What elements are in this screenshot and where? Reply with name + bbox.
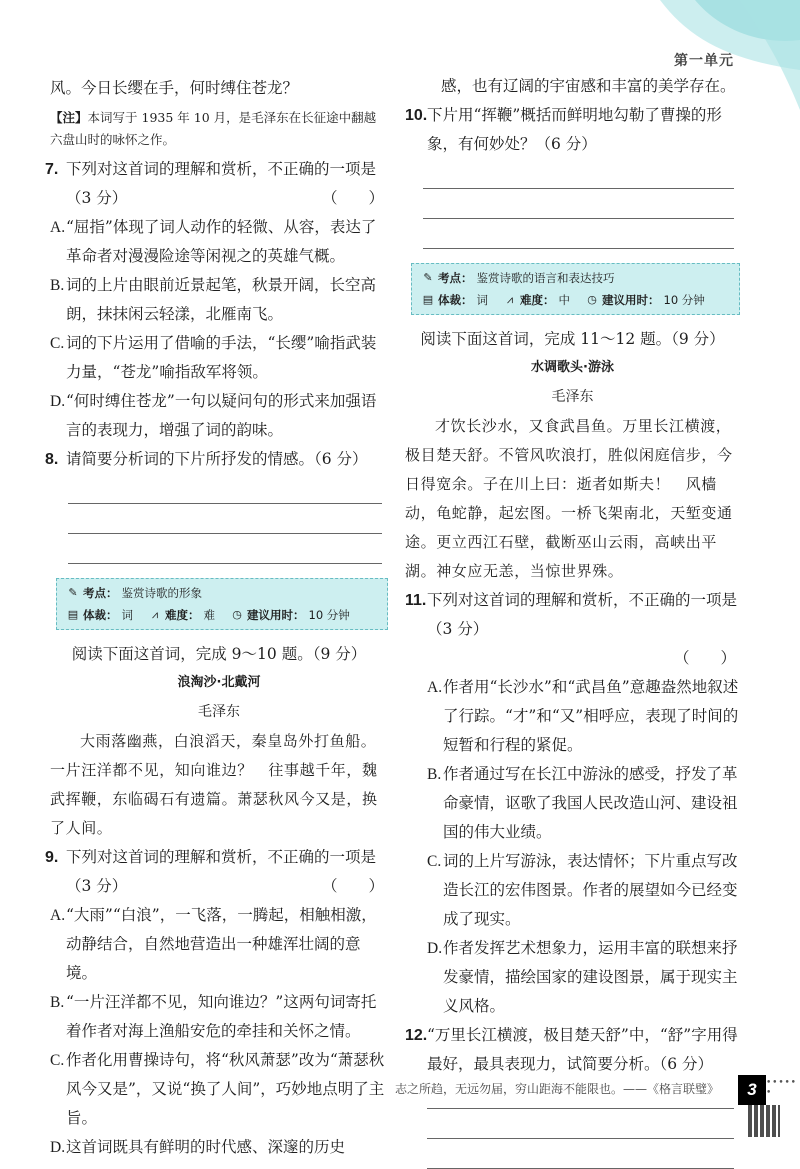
q11-stem: 下列对这首词的理解和赏析，不正确的一项是（3 分） xyxy=(427,591,738,638)
difficulty-label: 难度： xyxy=(520,293,555,307)
q11-number: 11. xyxy=(405,592,427,609)
option-text: 作者化用曹操诗句，将“秋风萧瑟”改为“萧瑟秋风今又是”，又说“换了人间”，巧妙地点明了主旨。 xyxy=(66,1051,385,1127)
left-column xyxy=(45,72,388,1162)
genre-label: 体裁： xyxy=(83,608,118,622)
pen-icon: ✎ xyxy=(68,586,78,599)
option-label: C. xyxy=(427,853,442,870)
q7-stem: 下列对这首词的理解和赏析，不正确的一项是 xyxy=(66,160,377,178)
footer-quote: 志之所趋，无远勿届，穷山距海不能限也。——《格言联璧》 xyxy=(395,1082,720,1096)
time-label: 建议用时： xyxy=(602,293,660,307)
time-label: 建议用时： xyxy=(247,608,305,622)
q9-stem: 下列对这首词的理解和赏析，不正确的一项是 xyxy=(66,848,377,866)
kaodian-label: 考点： xyxy=(438,271,473,285)
question-11 xyxy=(405,586,740,673)
answer-line[interactable] xyxy=(423,159,734,189)
q7-score: （3 分） xyxy=(66,189,128,207)
q7-answer-bracket[interactable]: （ ） xyxy=(321,189,384,207)
option-text: 这首词既具有鲜明的时代感、深邃的历史 xyxy=(66,1138,346,1156)
right-column xyxy=(405,72,740,1169)
q9-number: 9. xyxy=(45,849,59,866)
genre-label: 体裁： xyxy=(438,293,473,307)
option-label: A. xyxy=(427,679,443,696)
option-label: C. xyxy=(50,1052,65,1069)
answer-line[interactable] xyxy=(427,1139,734,1169)
chart-icon: ⩘ xyxy=(151,608,159,621)
question-8 xyxy=(45,445,388,474)
option-text: “屈指”体现了词人动作的轻微、从容，表达了革命者对漫漫险途等闲视之的英雄气概。 xyxy=(66,218,377,265)
genre-value: 词 xyxy=(121,608,133,622)
book-icon: ▤ xyxy=(67,608,79,621)
q9-option-b[interactable] xyxy=(50,988,388,1046)
clock-icon: ◷ xyxy=(587,293,597,306)
decorative-dots: • • • • • • xyxy=(766,1078,795,1098)
q8-number: 8. xyxy=(45,451,59,468)
difficulty-value: 难 xyxy=(203,608,215,622)
q12-text: “万里长江横渡，极目楚天舒”中，“舒”字用得最好，最具表现力，试简要分析。（6 分） xyxy=(427,1026,738,1073)
answer-line[interactable] xyxy=(423,219,734,249)
clock-icon: ◷ xyxy=(232,608,242,621)
answer-line[interactable] xyxy=(68,504,382,534)
q7-number: 7. xyxy=(45,161,59,178)
option-text: 作者用“长沙水”和“武昌鱼”意趣盎然地叙述了行踪。“才”和“又”相呼应，表现了时间的短暂和行程的紧促。 xyxy=(443,678,739,754)
option-text: “一片汪洋都不见，知向谁边？”这两句词寄托着作者对海上渔船安危的牵挂和关怀之情。 xyxy=(66,993,377,1040)
q10-text: 下片用“挥鞭”概括而鲜明地勾勒了曹操的形象，有何妙处？（6 分） xyxy=(427,106,722,153)
page-number: 3 xyxy=(738,1075,766,1105)
poem-author: 毛泽东 xyxy=(551,389,594,405)
genre-value: 词 xyxy=(476,293,488,307)
question-7 xyxy=(45,155,388,213)
q8-text: 请简要分析词的下片所抒发的情感。（6 分） xyxy=(66,450,368,468)
option-label: D. xyxy=(427,940,443,957)
q9-d-continued: 感，也有辽阔的宇宙感和丰富的美学存在。 xyxy=(441,77,736,95)
note xyxy=(50,107,388,151)
question-12 xyxy=(405,1021,740,1079)
poem-ending: 风。今日长缨在手，何时缚住苍龙？ xyxy=(50,79,299,97)
poem-title: 浪淘沙·北戴河 xyxy=(177,675,261,690)
info-box xyxy=(56,578,388,630)
note-label: 【注】 xyxy=(50,110,88,125)
time-value: 10 分钟 xyxy=(663,293,705,307)
q9-option-c[interactable] xyxy=(50,1046,388,1133)
question-9 xyxy=(45,843,388,901)
answer-line[interactable] xyxy=(68,474,382,504)
option-label: B. xyxy=(50,994,65,1011)
option-text: 词的上片写游泳，表达情怀；下片重点写改造长江的宏伟图景。作者的展望如今已经变成了现实。 xyxy=(443,852,738,928)
q7-option-d[interactable] xyxy=(50,387,388,445)
read-prompt: 阅读下面这首词，完成 11～12 题。（9 分） xyxy=(420,330,725,348)
answer-line[interactable] xyxy=(423,189,734,219)
chart-icon: ⩘ xyxy=(506,293,514,306)
q11-option-c[interactable] xyxy=(427,847,740,934)
time-value: 10 分钟 xyxy=(308,608,350,622)
unit-label: 第一单元 xyxy=(674,53,734,69)
option-text: “何时缚住苍龙”一句以疑问句的形式来加强语言的表现力，增强了词的韵味。 xyxy=(66,392,377,439)
kaodian-label: 考点： xyxy=(83,586,118,600)
q9-option-a[interactable] xyxy=(50,901,388,988)
difficulty-label: 难度： xyxy=(165,608,200,622)
option-label: D. xyxy=(50,393,66,410)
pen-icon: ✎ xyxy=(423,271,433,284)
option-text: 作者发挥艺术想象力，运用丰富的联想来抒发豪情，描绘国家的建设图景，属于现实主义风格。 xyxy=(443,939,738,1015)
poem-body: 大雨落幽燕，白浪滔天，秦皇岛外打鱼船。一片汪洋都不见，知向谁边？ 往事越千年，魏武挥鞭，东临碣石有遗篇。萧瑟秋风今又是，换了人间。 xyxy=(50,732,378,837)
answer-line[interactable] xyxy=(427,1109,734,1139)
option-label: D. xyxy=(50,1139,66,1156)
q9-answer-bracket[interactable]: （ ） xyxy=(321,877,384,895)
option-label: A. xyxy=(50,907,66,924)
kaodian-value: 鉴赏诗歌的形象 xyxy=(121,586,202,600)
info-box xyxy=(411,263,740,315)
option-label: B. xyxy=(50,277,65,294)
option-text: 词的上片由眼前近景起笔，秋景开阔，长空高朗，抹抹闲云轻漾，北雁南飞。 xyxy=(66,276,377,323)
question-10 xyxy=(405,101,740,159)
q9-option-d[interactable] xyxy=(50,1133,388,1162)
poem-author: 毛泽东 xyxy=(198,704,240,720)
poem-title: 水调歌头·游泳 xyxy=(531,360,614,375)
note-text: 本词写于 1935 年 10 月，是毛泽东在长征途中翻越六盘山时的咏怀之作。 xyxy=(50,110,377,147)
option-text: “大雨”“白浪”，一飞落，一腾起，相触相激，动静结合，自然地营造出一种雄浑壮阔的意境。 xyxy=(66,906,377,982)
option-label: B. xyxy=(427,766,442,783)
difficulty-value: 中 xyxy=(558,293,570,307)
q9-score: （3 分） xyxy=(66,877,128,895)
kaodian-value: 鉴赏诗歌的语言和表达技巧 xyxy=(476,271,615,285)
poem-body: 才饮长沙水，又食武昌鱼。万里长江横渡，极目楚天舒。不管风吹浪打，胜似闲庭信步，今日得宽余。子在川上曰：逝者如斯夫！ 风樯动，龟蛇静，起宏图。一桥飞架南北，天堑变通途。更立西江石壁，截断巫山云雨，高峡出平湖。神女应无恙，当惊世界殊。 xyxy=(405,417,733,580)
qr-code-icon xyxy=(748,1105,780,1137)
q7-option-b[interactable] xyxy=(50,271,388,329)
q11-option-b[interactable] xyxy=(427,760,740,847)
q12-number: 12. xyxy=(405,1027,428,1044)
option-text: 词的下片运用了借喻的手法，“长缨”喻指武装力量，“苍龙”喻指敌军将领。 xyxy=(66,334,377,381)
answer-line[interactable] xyxy=(68,534,382,564)
q7-option-a[interactable] xyxy=(50,213,388,271)
q11-answer-bracket[interactable]: （ ） xyxy=(673,649,736,667)
option-text: 作者通过写在长江中游泳的感受，抒发了革命豪情，讴歌了我国人民改造山河、建设祖国的伟大业绩。 xyxy=(443,765,738,841)
read-prompt: 阅读下面这首词，完成 9～10 题。（9 分） xyxy=(71,645,367,663)
book-icon: ▤ xyxy=(422,293,434,306)
option-label: A. xyxy=(50,219,66,236)
option-label: C. xyxy=(50,335,65,352)
q11-option-a[interactable] xyxy=(427,673,740,760)
q10-number: 10. xyxy=(405,107,428,124)
q11-option-d[interactable] xyxy=(427,934,740,1021)
q7-option-c[interactable] xyxy=(50,329,388,387)
